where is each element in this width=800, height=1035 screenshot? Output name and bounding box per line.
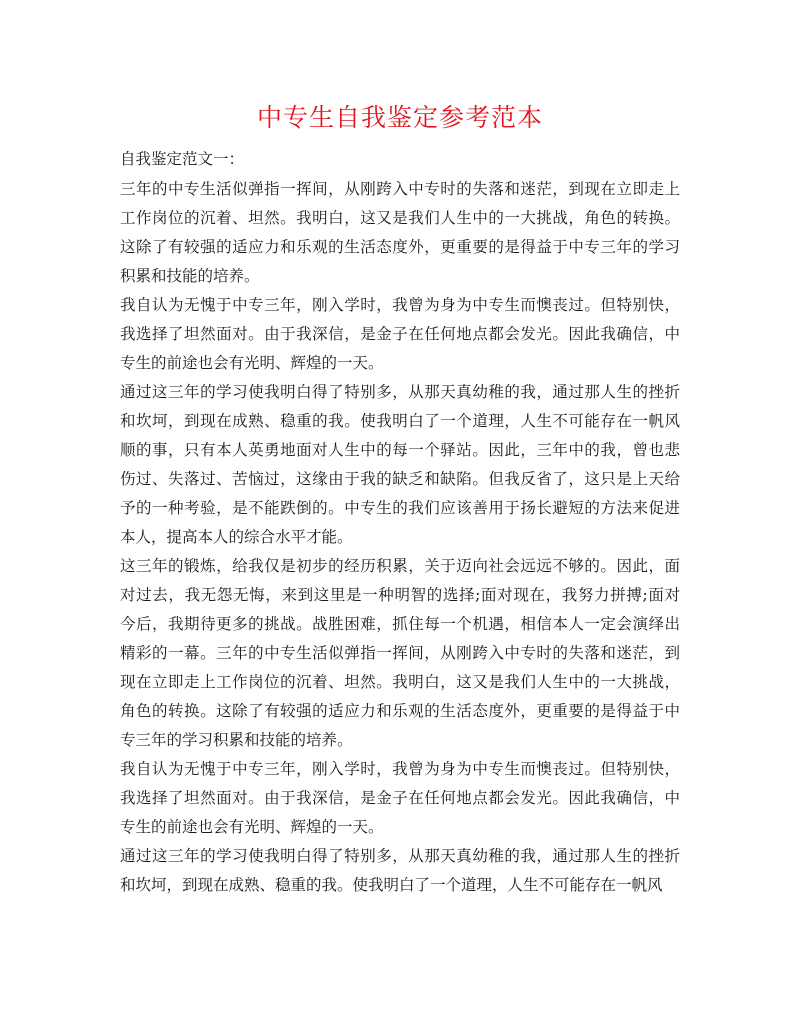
section-heading: 自我鉴定范文一： bbox=[120, 150, 245, 168]
text-line: 通过这三年的学习使我明白得了特别多，从那天真幼稚的我，通过那人生的挫折 bbox=[120, 847, 680, 865]
text-line: 积累和技能的培养。 bbox=[120, 267, 260, 285]
text-line: 专三年的学习积累和技能的培养。 bbox=[120, 731, 353, 749]
text-line: 三年的中专生活似弹指一挥间，从刚跨入中专时的失落和迷茫，到现在立即走上 bbox=[120, 180, 680, 198]
text-line: 我自认为无愧于中专三年，刚入学时，我曾为身为中专生而懊丧过。但特别快， bbox=[120, 296, 680, 314]
text-line: 现在立即走上工作岗位的沉着、坦然。我明白，这又是我们人生中的一大挑战， bbox=[120, 673, 680, 691]
paragraph bbox=[120, 552, 680, 755]
text-line: 顺的事，只有本人英勇地面对人生中的每一个驿站。因此，三年中的我，曾也悲 bbox=[120, 441, 680, 459]
text-line: 和坎坷，到现在成熟、稳重的我。使我明白了一个道理，人生不可能存在一帆风 bbox=[120, 412, 680, 430]
text-line: 这三年的锻炼，给我仅是初步的经历积累，关于迈向社会远远不够的。因此，面 bbox=[120, 557, 680, 575]
paragraph bbox=[120, 378, 680, 552]
paragraph bbox=[120, 175, 680, 291]
text-line: 我选择了坦然面对。由于我深信，是金子在任何地点都会发光。因此我确信，中 bbox=[120, 789, 680, 807]
text-line: 本人，提高本人的综合水平才能。 bbox=[120, 528, 353, 546]
text-line: 通过这三年的学习使我明白得了特别多，从那天真幼稚的我，通过那人生的挫折 bbox=[120, 383, 680, 401]
document-body bbox=[120, 175, 680, 900]
text-line: 专生的前途也会有光明、辉煌的一天。 bbox=[120, 354, 384, 372]
text-line: 这除了有较强的适应力和乐观的生活态度外，更重要的是得益于中专三年的学习 bbox=[120, 238, 680, 256]
text-line: 予的一种考验，是不能跌倒的。中专生的我们应该善用于扬长避短的方法来促进 bbox=[120, 499, 680, 517]
document-title: 中专生自我鉴定参考范本 bbox=[256, 103, 543, 132]
text-line: 对过去，我无怨无悔，来到这里是一种明智的选择;面对现在，我努力拼搏;面对 bbox=[120, 586, 680, 604]
paragraph bbox=[120, 755, 680, 842]
text-line: 伤过、失落过、苦恼过，这缘由于我的缺乏和缺陷。但我反省了，这只是上天给 bbox=[120, 470, 680, 488]
text-line: 专生的前途也会有光明、辉煌的一天。 bbox=[120, 818, 384, 836]
text-line: 我自认为无愧于中专三年，刚入学时，我曾为身为中专生而懊丧过。但特别快， bbox=[120, 760, 680, 778]
text-line: 工作岗位的沉着、坦然。我明白，这又是我们人生中的一大挑战，角色的转换。 bbox=[120, 209, 680, 227]
document-page bbox=[120, 100, 680, 900]
paragraph bbox=[120, 842, 680, 900]
text-line: 今后，我期待更多的挑战。战胜困难，抓住每一个机遇，相信本人一定会演绎出 bbox=[120, 615, 680, 633]
paragraph bbox=[120, 291, 680, 378]
text-line: 精彩的一幕。三年的中专生活似弹指一挥间，从刚跨入中专时的失落和迷茫，到 bbox=[120, 644, 680, 662]
text-line: 和坎坷，到现在成熟、稳重的我。使我明白了一个道理，人生不可能存在一帆风 bbox=[120, 876, 663, 894]
text-line: 角色的转换。这除了有较强的适应力和乐观的生活态度外，更重要的是得益于中 bbox=[120, 702, 680, 720]
text-line: 我选择了坦然面对。由于我深信，是金子在任何地点都会发光。因此我确信，中 bbox=[120, 325, 680, 343]
